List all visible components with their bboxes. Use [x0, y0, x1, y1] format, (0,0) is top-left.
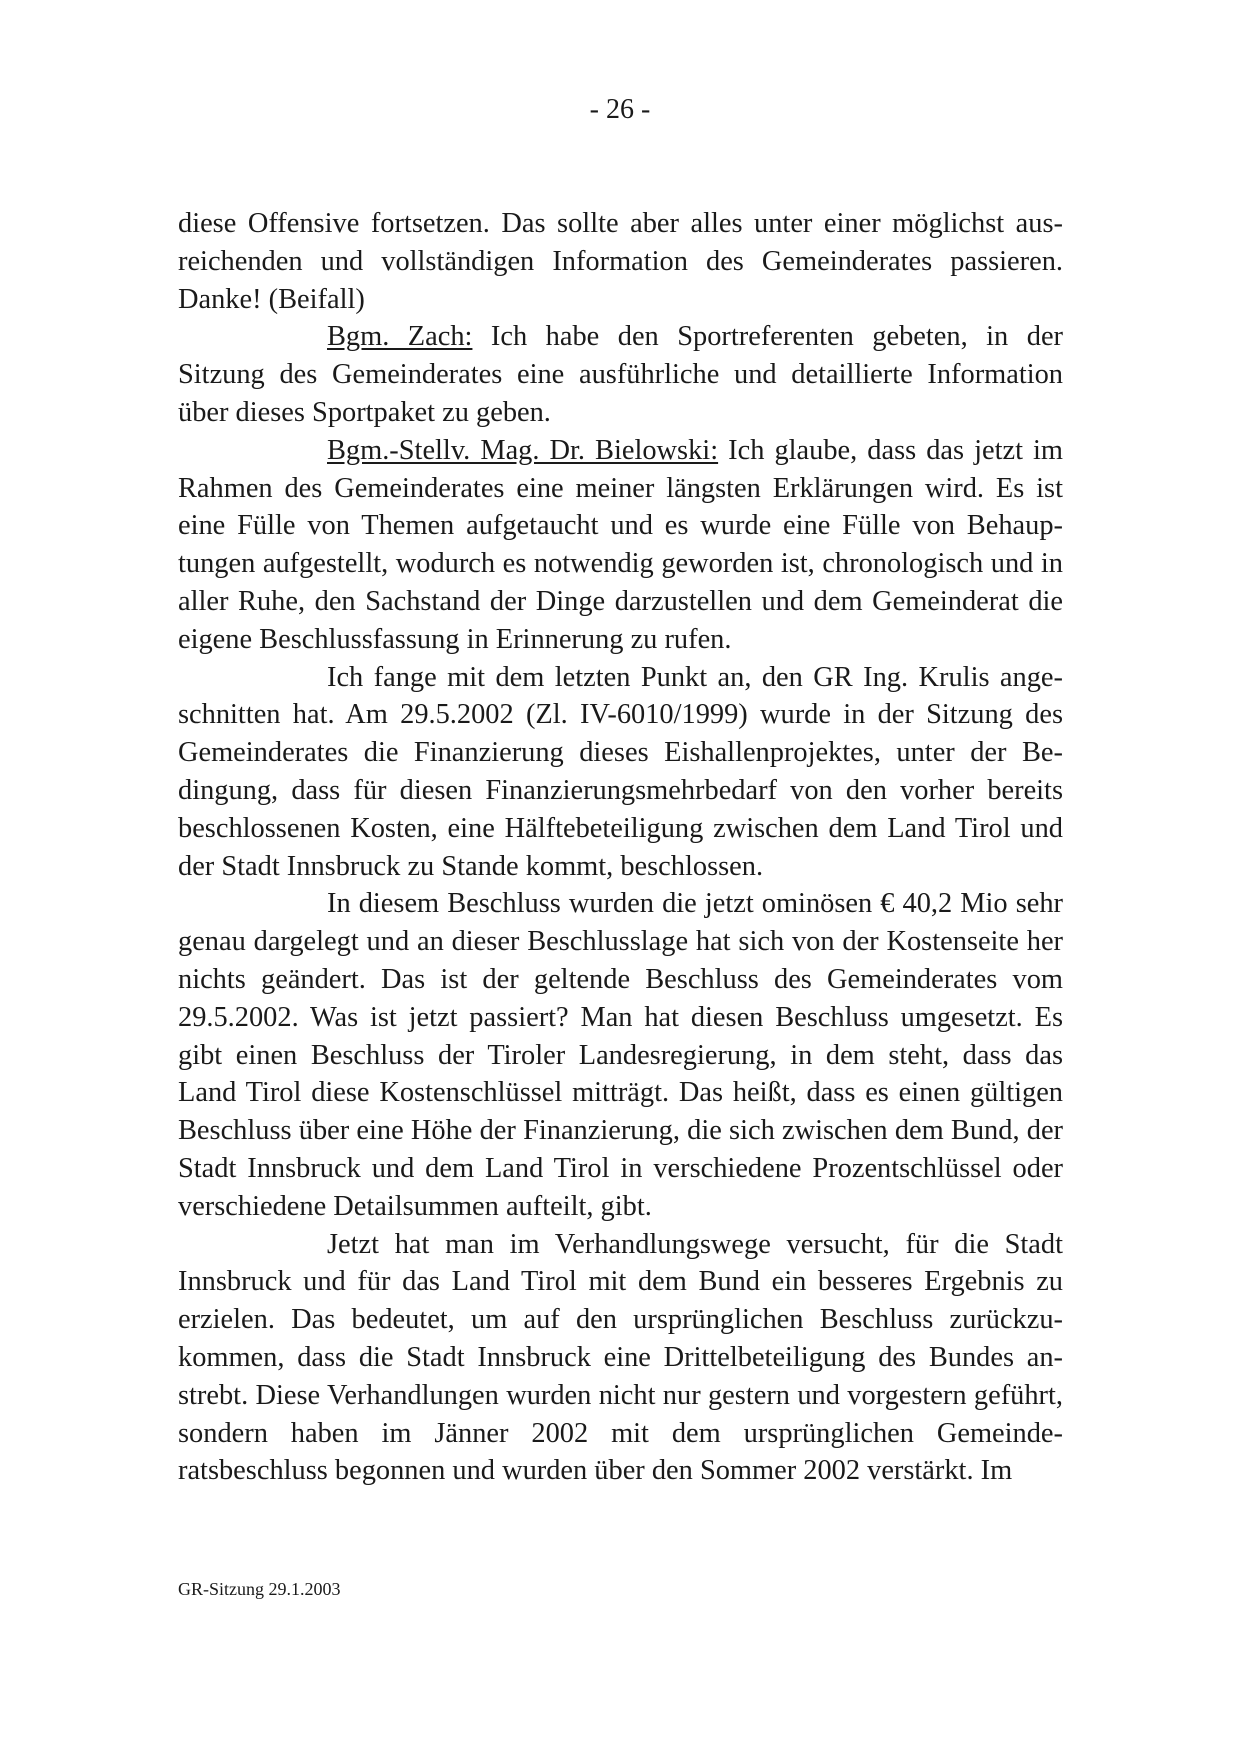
page-number: - 26 -: [589, 94, 651, 125]
paragraph-6-text: Jetzt hat man im Verhandlungswege versucht, für die Stadt Innsbruck und für das Land Tirol mit dem Bund ein besseres Ergebnis zu erzielen. Das bedeutet, um auf den ursprünglichen Beschluss zurückzukommen, dass die Stadt Innsbruck eine Drittelbeteiligung des Bundes anstrebt. Diese Verhandlungen wurden nicht nur gestern und vorgestern geführt, sondern haben im Jänner 2002 mit dem ursprünglichen Gemeinderatsbeschluss begonnen und wurden über den Sommer 2002 verstärkt. Im: [178, 1228, 1063, 1487]
paragraph-5-text: In diesem Beschluss wurden die jetzt ominösen € 40,2 Mio sehr genau dargelegt und an dieser Beschlusslage hat sich von der Kostenseite her nichts geändert. Das ist der geltende Beschluss des Gemeinderates vom 29.5.2002. Was ist jetzt passiert? Man hat diesen Beschluss umgesetzt. Es gibt einen Beschluss der Tiroler Landesregierung, in dem steht, dass das Land Tirol diese Kostenschlüssel mitträgt. Das heißt, dass es einen gültigen Beschluss über eine Höhe der Finanzierung, die sich zwischen dem Bund, der Stadt Innsbruck und dem Land Tirol in verschiedene Prozentschlüssel oder verschiedene Detailsummen aufteilt, gibt.: [178, 888, 1063, 1222]
paragraph-1: [178, 205, 1063, 318]
footer-session-date: GR-Sitzung 29.1.2003: [178, 1579, 341, 1599]
document-body: [178, 205, 1063, 1490]
paragraph-2: [178, 318, 1063, 431]
paragraph-1-text: diese Offensive fortsetzen. Das sollte aber alles unter einer möglichst ausreichenden und vollständigen Information des Gemeinderates passieren. Danke! (Beifall): [178, 208, 1063, 315]
paragraph-5: [178, 885, 1063, 1225]
speaker-bgm-zach: Bgm. Zach:: [327, 321, 473, 353]
paragraph-4-text: Ich fange mit dem letzten Punkt an, den GR Ing. Krulis angeschnitten hat. Am 29.5.2002 (Zl. IV-6010/1999) wurde in der Sitzung des Gemeinderates die Finanzierung dieses Eishallenprojektes, unter der Bedingung, dass für diesen Finanzierungsmehrbedarf von den vorher bereits beschlossenen Kosten, eine Hälftebeteiligung zwischen dem Land Tirol und der Stadt Innsbruck zu Stande kommt, beschlossen.: [178, 661, 1063, 882]
paragraph-3: [178, 432, 1063, 659]
paragraph-3-text: Ich glaube, dass das jetzt im Rahmen des Gemeinderates eine meiner längsten Erklärungen wird. Es ist eine Fülle von Themen aufgetaucht und es wurde eine Fülle von Behauptungen aufgestellt, wodurch es notwendig geworden ist, chronologisch und in aller Ruhe, den Sachstand der Dinge darzustellen und dem Gemeinderat die eigene Beschlussfassung in Erinnerung zu rufen.: [178, 434, 1063, 655]
paragraph-2-text: Ich habe den Sportreferenten gebeten, in der Sitzung des Gemeinderates eine ausführliche und detaillierte Information über dieses Sportpaket zu geben.: [178, 321, 1063, 428]
paragraph-4: [178, 659, 1063, 886]
speaker-bielowski: Bgm.-Stellv. Mag. Dr. Bielowski:: [327, 434, 719, 466]
paragraph-6: [178, 1226, 1063, 1491]
